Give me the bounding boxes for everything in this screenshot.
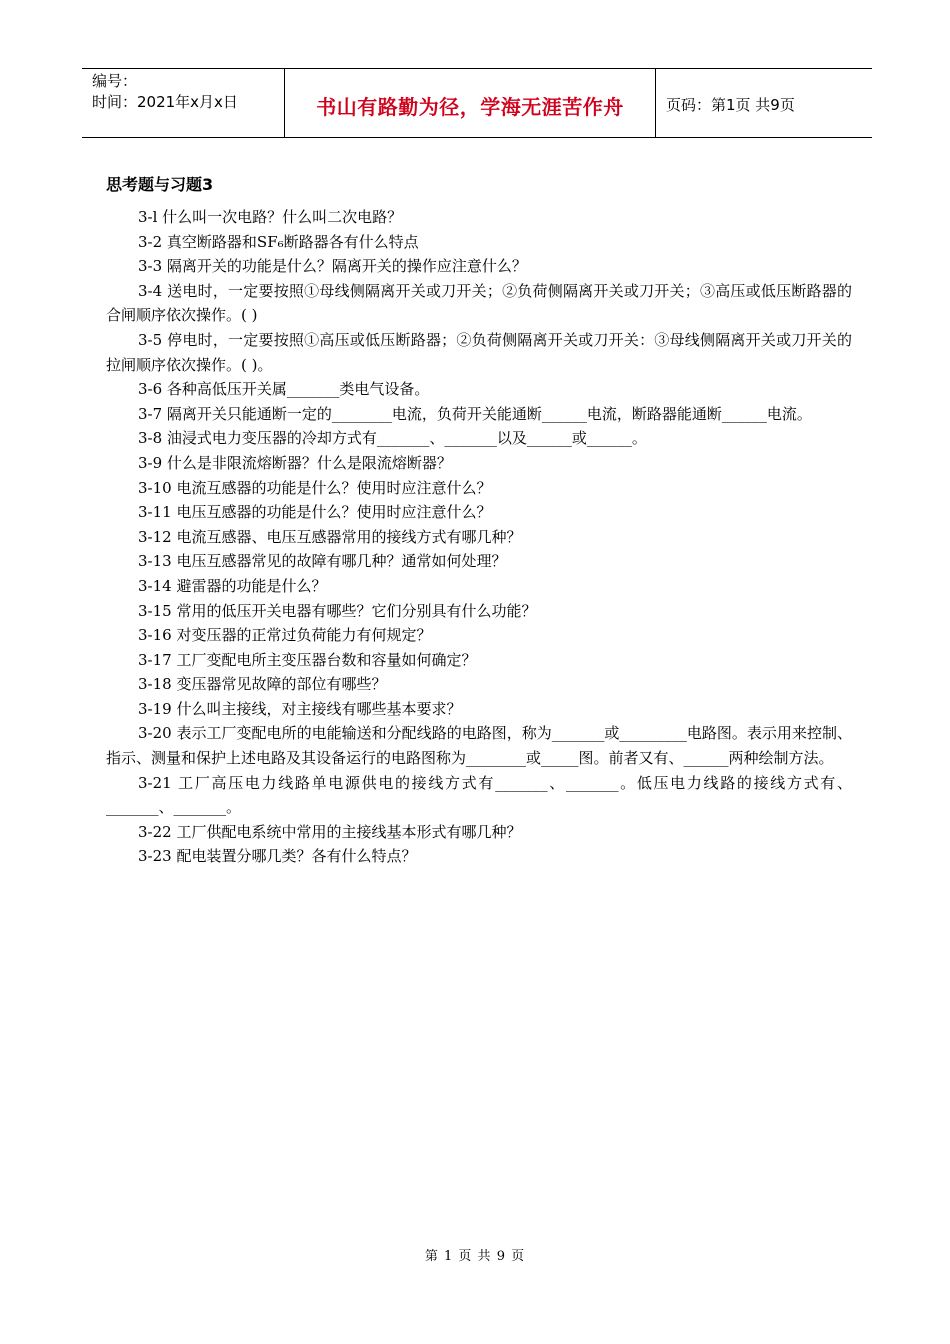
question-item: 3-20 表示工厂变配电所的电能输送和分配线路的电路图，称为_______或_________电路图。表示用来控制、指示、测量和保护上述电路及其设备运行的电路图称为________或_____图。前者又有、______两种绘制方法。 xyxy=(106,724,852,768)
question-item: 3-5 停电时，一定要按照①高压或低压断路器；②负荷侧隔离开关或刀开关：③母线侧隔离开关或刀开关的拉闸顺序依次操作。( )。 xyxy=(106,330,852,374)
time-label: 时间：2021年x月x日 xyxy=(92,93,238,111)
question-item: 3-21 工厂高压电力线路单电源供电的接线方式有_______、_______。低压电力线路的接线方式有、_______、_______。 xyxy=(106,773,852,817)
number-label: 编号： xyxy=(92,72,138,90)
question-list xyxy=(106,205,852,869)
question-item: 3-12 电流互感器、电压互感器常用的接线方式有哪几种？ xyxy=(138,527,522,546)
question-item: 3-15 常用的低压开关电器有哪些？它们分别具有什么功能？ xyxy=(138,601,537,620)
page-info: 页码：第1页 共9页 xyxy=(666,95,795,114)
page-footer: 第 1 页 共 9 页 xyxy=(424,1249,526,1264)
question-item: 3-7 隔离开关只能通断一定的________电流，负荷开关能通断______电流，断路器能通断______电流。 xyxy=(138,404,812,423)
header-middle-cell xyxy=(284,69,656,137)
question-item: 3-18 变压器常见故障的部位有哪些？ xyxy=(138,675,387,694)
question-item: 3-6 各种高低压开关属_______类电气设备。 xyxy=(138,380,430,399)
header-left-cell xyxy=(82,69,284,137)
question-item: 3-19 什么叫主接线，对主接线有哪些基本要求？ xyxy=(138,699,462,718)
question-item: 3-10 电流互感器的功能是什么？使用时应注意什么？ xyxy=(138,478,492,497)
question-item: 3-16 对变压器的正常过负荷能力有何规定？ xyxy=(138,626,432,645)
question-item: 3-22 工厂供配电系统中常用的主接线基本形式有哪几种？ xyxy=(138,822,522,841)
question-item: 3-14 避雷器的功能是什么？ xyxy=(138,576,327,595)
question-item: 3-13 电压互感器常见的故障有哪几种？通常如何处理？ xyxy=(138,552,507,571)
section-title: 思考题与习题3 xyxy=(106,175,214,194)
question-item: 3-8 油浸式电力变压器的冷却方式有_______、_______以及______或______。 xyxy=(138,429,647,448)
question-item: 3-4 送电时，一定要按照①母线侧隔离开关或刀开关；②负荷侧隔离开关或刀开关；③高压或低压断路器的合闸顺序依次操作。( ) xyxy=(106,281,852,325)
question-item: 3-11 电压互感器的功能是什么？使用时应注意什么？ xyxy=(138,503,492,522)
question-item: 3-3 隔离开关的功能是什么？隔离开关的操作应注意什么？ xyxy=(138,257,527,276)
motto-text: 书山有路勤为径，学海无涯苦作舟 xyxy=(316,94,624,119)
question-item: 3-9 什么是非限流熔断器？什么是限流熔断器？ xyxy=(138,453,452,472)
question-item: 3-17 工厂变配电所主变压器台数和容量如何确定？ xyxy=(138,650,477,669)
question-item: 3-l 什么叫一次电路？什么叫二次电路？ xyxy=(138,208,403,226)
question-item: 3-23 配电装置分哪几类？各有什么特点？ xyxy=(138,847,417,866)
question-item: 3-2 真空断路器和SF₆断路器各有什么特点 xyxy=(138,232,419,251)
header-table xyxy=(82,68,872,138)
header-right-cell xyxy=(656,69,872,137)
